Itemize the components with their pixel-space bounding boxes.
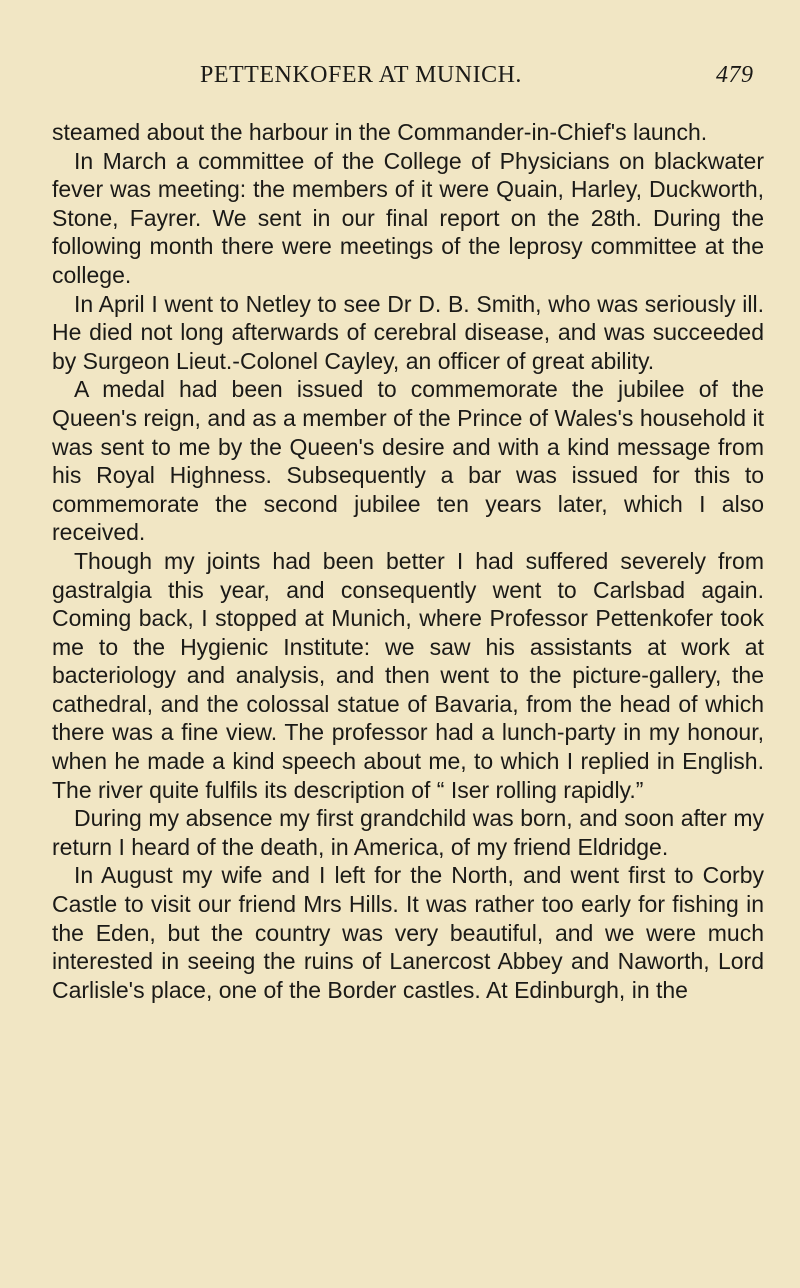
paragraph-munich: Though my joints had been better I had suffered severely from gastralgia this year, and consequently went to Carlsbad again. Coming back, I stopped at Munich, where Professor Pettenkofer took me to the Hygienic Institute: we saw his assistants at work at bacteriology and analysis, and then went to the picture-gallery, the cathedral, and the colossal statue of Bavaria, from the head of which there was a fine view. The professor had a lunch-party in my honour, when he made a kind speech about me, to which I replied in English. The river quite fulfils its description of “ Iser rolling rapidly.” [52, 547, 764, 803]
paragraph-august: In August my wife and I left for the North, and went first to Corby Castle to visit our friend Mrs Hills. It was rather too early for fishing in the Eden, but the country was very beautiful, and we were much interested in seeing the ruins of Lanercost Abbey and Naworth, Lord Carlisle's place, one of the Border castles. At Edinburgh, in the [52, 862, 764, 1003]
paragraph-committee: In March a committee of the College of Physicians on blackwater fever was meeting: the members of it were Quain, Harley, Duckworth, Stone, Fayrer. We sent in our final report on the 28th. During the following month there were meetings of the leprosy committee at the college. [52, 147, 764, 288]
page-number: 479 [716, 62, 754, 88]
paragraph-grandchild: During my absence my first grandchild was born, and soon after my return I heard of the death, in America, of my friend Eldridge. [52, 805, 764, 860]
paragraph-netley: In April I went to Netley to see Dr D. B. Smith, who was seriously ill. He died not long afterwards of cerebral disease, and was succeeded by Surgeon Lieut.-Colonel Cayley, an officer of great ability. [52, 290, 764, 374]
paragraph-continuation: steamed about the harbour in the Commander-in-Chief's launch. [52, 119, 708, 145]
page-header [100, 62, 800, 102]
body-text [52, 118, 764, 1004]
paragraph-medal: A medal had been issued to commemorate the jubilee of the Queen's reign, and as a member of the Prince of Wales's household it was sent to me by the Queen's desire and with a kind message from his Royal Highness. Subsequently a bar was issued for this to commemorate the second jubilee ten years later, which I also received. [52, 376, 764, 546]
running-title: PETTENKOFER AT MUNICH. [200, 62, 522, 88]
